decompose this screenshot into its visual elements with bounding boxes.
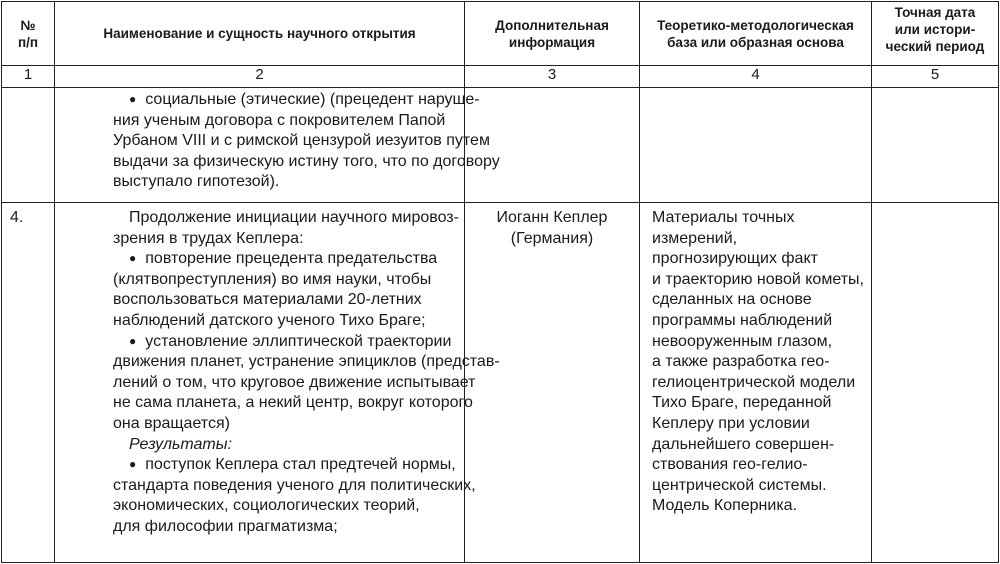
text-line: Тихо Браге, переданной <box>652 394 832 412</box>
text-line: движения планет, устранение эпициклов (представ- <box>113 353 500 371</box>
row-number: 4. <box>2 203 55 563</box>
text-line: Результаты: <box>129 435 232 453</box>
text-line: Теоретико-методологическая <box>657 17 854 33</box>
text-line: (Германия) <box>510 229 594 247</box>
row-content <box>55 203 500 563</box>
column-number: 2 <box>55 66 465 88</box>
text-line: Точная дата <box>894 5 976 20</box>
header-additional-info <box>465 2 640 66</box>
row-basis <box>640 88 872 203</box>
text-line: Кеплеру при условии <box>652 414 810 432</box>
header-discovery <box>55 2 465 66</box>
row-basis <box>640 203 872 563</box>
text-line: наблюдений датского ученого Тихо Браге; <box>113 311 426 329</box>
row-content <box>55 88 500 203</box>
text-line: ствования гео-гелио- <box>652 456 808 474</box>
column-number: 5 <box>872 66 999 88</box>
column-number-row <box>2 66 999 88</box>
text-line: п/п <box>17 34 39 50</box>
text-line: гелиоцентрической модели <box>652 373 856 391</box>
header-date <box>872 2 999 66</box>
table-row <box>2 88 999 203</box>
text-line: информация <box>508 34 596 50</box>
text-line: (клятвопреступления) во имя науки, чтобы <box>113 270 432 288</box>
text-line: № <box>20 17 36 33</box>
row-date <box>872 203 999 563</box>
row-number <box>2 88 55 203</box>
text-line: сделанных на основе <box>652 291 812 309</box>
text-line: выступало гипотезой). <box>113 173 280 191</box>
text-line: стандарта поведения ученого для политических, <box>113 476 476 494</box>
text-line: измерений, <box>652 229 738 247</box>
row-info <box>465 88 640 203</box>
text-line: для философии прагматизма; <box>113 517 338 535</box>
text-line: ● повторение прецедента предательства <box>113 249 444 270</box>
text-line: ческий период <box>885 39 985 54</box>
text-line: лений о том, что круговое движение испытывает <box>113 373 476 391</box>
text-line: Урбаном VIII и с римской цензурой иезуитов путем <box>113 132 490 150</box>
text-line: ● поступок Кеплера стал предтечей нормы, <box>113 455 444 476</box>
text-line: ● социальные (этические) (прецедент наруше- <box>113 90 444 111</box>
text-line: а также разработка гео- <box>652 353 830 371</box>
text-line: программы наблюдений <box>652 311 833 329</box>
text-line: выдачи за физическую истину того, что по договору <box>113 152 500 170</box>
text-line: и траекторию новой кометы, <box>652 270 864 288</box>
text-line: центрической системы. <box>652 476 827 494</box>
text-line: прогнозирующих факт <box>652 250 818 268</box>
text-line: Материалы точных <box>652 209 795 226</box>
text-line: невооруженным глазом, <box>652 332 833 350</box>
text-line: воспользоваться материалами 20-летних <box>113 291 422 309</box>
text-line: она вращается) <box>113 414 230 432</box>
column-number: 4 <box>640 66 872 88</box>
table-row <box>2 203 999 563</box>
text-line: Модель Коперника. <box>652 497 798 515</box>
text-line: Дополнительная <box>495 17 609 33</box>
header-row <box>2 2 999 66</box>
row-info <box>465 203 640 563</box>
text-line: или истори- <box>894 22 976 37</box>
column-number: 3 <box>465 66 640 88</box>
text-line: Продолжение инициации научного мировоз- <box>129 209 459 226</box>
text-line: база или образная основа <box>667 34 844 50</box>
text-line: дальнейшего совершен- <box>652 435 835 453</box>
header-theoretical-basis <box>640 2 872 66</box>
column-number: 1 <box>2 66 55 88</box>
text-line: зрения в трудах Кеплера: <box>113 229 304 247</box>
text-line: Иоганн Кеплер <box>496 209 608 226</box>
row-date <box>872 88 999 203</box>
text-line: ● установление эллиптической траектории <box>113 332 444 353</box>
text-line: не сама планета, а некий центр, вокруг которого <box>113 394 473 412</box>
text-line: экономических, социологических теорий, <box>113 497 420 515</box>
text-line: ния ученым договора с покровителем Папой <box>113 111 446 129</box>
text-line: Наименование и сущность научного открытия <box>103 26 416 41</box>
discoveries-table <box>1 1 999 563</box>
header-number <box>2 2 55 66</box>
